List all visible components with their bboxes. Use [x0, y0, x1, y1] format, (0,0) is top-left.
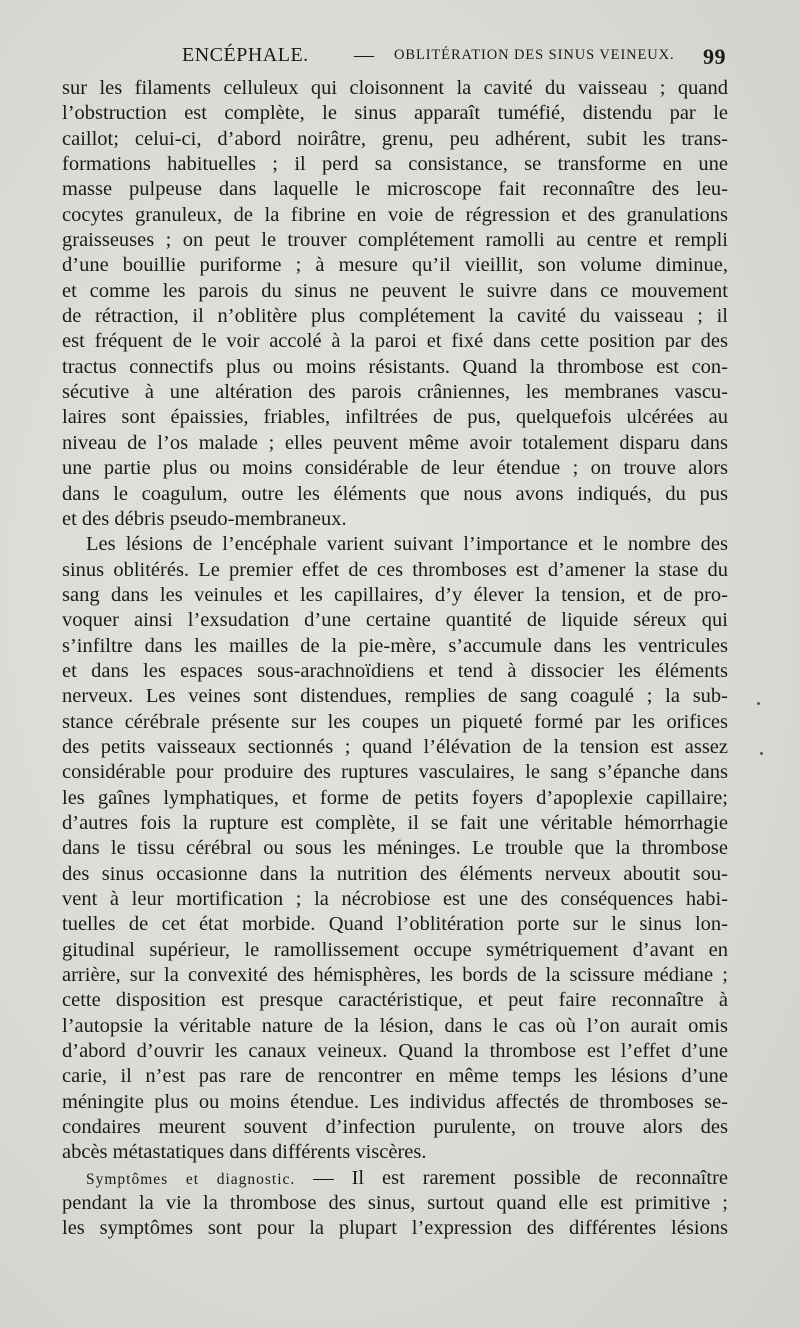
paragraph-start-line: Les lésions de l’encéphale varient suivant l’importance et le nombre des	[86, 533, 728, 556]
text-line: carie, il n’est pas rare de rencontrer en même temps les lésions d’une	[62, 1065, 728, 1088]
text-line: arrière, sur la convexité des hémisphères, les bords de la scissure médiane ;	[62, 964, 728, 987]
text-line: sinus oblitérés. Le premier effet de ces thromboses est d’amener la stase du	[62, 558, 728, 581]
text-line: niveau de l’os malade ; elles peuvent même avoir totalement disparu dans	[62, 431, 728, 454]
text-line: sécutive à une altération des parois crâniennes, les membranes vascu-	[62, 381, 728, 404]
text-line: caillot; celui-ci, d’abord noirâtre, grenu, peu adhérent, subit les trans-	[62, 127, 728, 150]
text-line: graisseuses ; on peut le trouver complétement ramolli au centre et rempli	[62, 229, 728, 252]
text-line: l’obstruction est complète, le sinus apparaît tuméfié, distendu par le	[62, 102, 728, 125]
text-line: des petits vaisseaux sectionnés ; quand l’élévation de la tension est assez	[62, 735, 728, 758]
text-line: méningite plus ou moins étendue. Les individus affectés de thromboses se-	[62, 1090, 728, 1113]
header-dash: —	[354, 44, 375, 66]
text-line: d’abord d’ouvrir les canaux veineux. Quand la thrombose est l’effet d’une	[62, 1040, 728, 1063]
text-line: cette disposition est presque caractéristique, et peut faire reconnaître à	[62, 989, 728, 1012]
text-line: les gaînes lymphatiques, et forme de petits foyers d’apoplexie capillaire;	[62, 786, 728, 809]
text-line: sang dans les veinules et les capillaires, d’y élever la tension, et de pro-	[62, 583, 728, 606]
paper-speck	[760, 752, 763, 755]
text-line: l’autopsie la véritable nature de la lésion, dans le cas où l’on aurait omis	[62, 1014, 728, 1037]
text-line: stance cérébrale présente sur les coupes un piqueté formé par les orifices	[62, 710, 728, 733]
text-line: condaires meurent souvent d’infection purulente, on trouve alors des	[62, 1116, 728, 1139]
text-line: des sinus occasionne dans la nutrition des éléments nerveux aboutit sou-	[62, 862, 728, 885]
text-line: tuelles de cet état morbide. Quand l’oblitération porte sur le sinus lon-	[62, 913, 728, 936]
text-line: sur les filaments celluleux qui cloisonnent la cavité du vaisseau ; quand	[62, 77, 728, 99]
text-line: pendant la vie la thrombose des sinus, surtout quand elle est primitive ;	[62, 1192, 728, 1215]
text-line: considérable pour produire des ruptures vasculaires, le sang s’épanche dans	[62, 761, 728, 784]
paper-speck	[757, 702, 760, 705]
text-line: dans le coagulum, outre les éléments que nous avons indiqués, du pus	[62, 482, 728, 505]
header-title: ENCÉPHALE.	[182, 44, 309, 66]
header-subtitle: OBLITÉRATION DES SINUS VEINEUX.	[394, 47, 675, 63]
text-line: dans le tissu cérébral ou sous les méninges. Le trouble que la thrombose	[62, 837, 728, 860]
text-line: voquer ainsi l’exsudation d’une certaine quantité de liquide séreux qui	[62, 609, 728, 632]
text-line: s’infiltre dans les mailles de la pie-mère, s’accumule dans les ventricules	[62, 634, 728, 657]
text-line: et des débris pseudo-membraneux.	[62, 507, 347, 530]
text-line: est fréquent de le voir accolé à la paroi et fixé dans cette position par des	[62, 330, 728, 353]
text-line: abcès métastatiques dans différents viscères.	[62, 1141, 427, 1164]
text-line: d’une bouillie puriforme ; à mesure qu’il vieillit, son volume diminue,	[62, 254, 728, 277]
text-line: et dans les espaces sous-arachnoïdiens et tend à dissocier les éléments	[62, 659, 728, 682]
section-heading-line	[62, 1166, 728, 1191]
text-line: masse pulpeuse dans laquelle le microscope fait reconnaître des leu-	[62, 178, 728, 201]
page-number: 99	[703, 44, 726, 69]
section-heading: Symptômes et diagnostic.	[86, 1170, 296, 1188]
section-heading-rest: — Il est rarement possible de reconnaître	[295, 1166, 728, 1189]
text-line: cocytes granuleux, de la fibrine en voie de régression et des granulations	[62, 203, 728, 226]
text-line: nerveux. Les veines sont distendues, remplies de sang coagulé ; la sub-	[62, 685, 728, 708]
body-text	[62, 76, 728, 1242]
text-line: gitudinal supérieur, le ramollissement occupe symétriquement d’avant en	[62, 938, 728, 961]
text-line: laires sont épaissies, friables, infiltrées de pus, quelquefois ulcérées au	[62, 406, 728, 429]
text-line: d’autres fois la rupture est complète, il se fait une véritable hémorrhagie	[62, 811, 728, 834]
text-line: de rétraction, il n’oblitère plus complétement la cavité du vaisseau ; il	[62, 305, 728, 328]
text-line: et comme les parois du sinus ne peuvent le suivre dans ce mouvement	[62, 279, 728, 302]
text-line: formations habituelles ; il perd sa consistance, se transforme en une	[62, 153, 728, 176]
text-line: tractus connectifs plus ou moins résistants. Quand la thrombose est con-	[62, 355, 728, 378]
running-header	[58, 44, 730, 74]
text-line: les symptômes sont pour la plupart l’expression des différentes lésions	[62, 1217, 728, 1240]
text-line: vent à leur mortification ; la nécrobiose est une des conséquences habi-	[62, 888, 728, 910]
text-line: une partie plus ou moins considérable de leur étendue ; on trouve alors	[62, 457, 728, 480]
